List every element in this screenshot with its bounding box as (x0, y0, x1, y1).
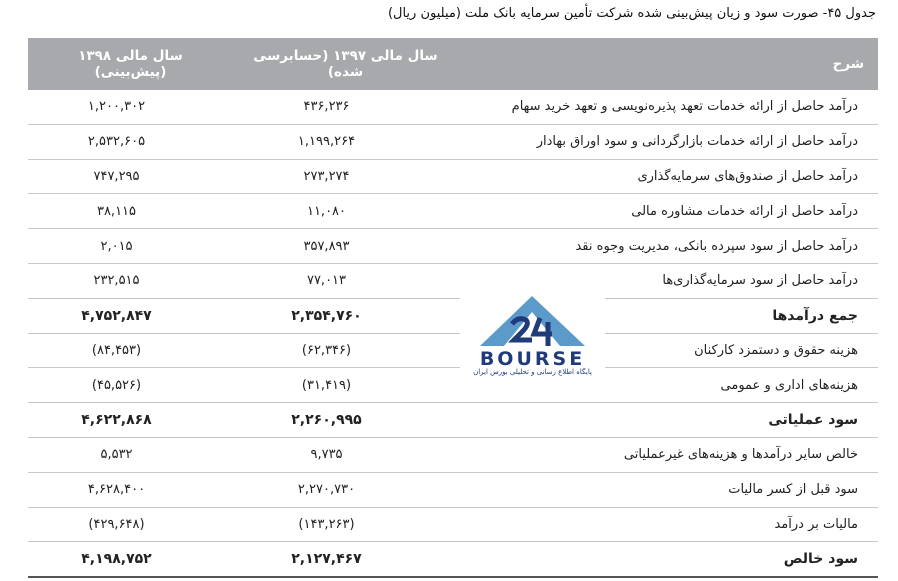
table-row (28, 437, 878, 472)
value-1397: (۶۲,۳۴۶) (233, 333, 458, 368)
value-1397: ۲,۲۶۰,۹۹۵ (233, 403, 458, 438)
value-1397: ۳۵۷,۸۹۳ (233, 229, 458, 264)
row-label: درآمد حاصل از صندوق‌های سرمایه‌گذاری (458, 159, 878, 194)
value-1398: ۴,۶۲۸,۴۰۰ (28, 472, 233, 507)
row-label: درآمد حاصل از ارائه خدمات تعهد پذیره‌نویسی و تعهد خرید سهام (458, 90, 878, 124)
value-1397: ۱۱,۰۸۰ (233, 194, 458, 229)
value-1397: ۲,۳۵۴,۷۶۰ (233, 298, 458, 333)
table-row (28, 298, 878, 333)
value-1397: ۹,۷۳۵ (233, 437, 458, 472)
table-row (28, 507, 878, 542)
row-label: سود قبل از کسر مالیات (458, 472, 878, 507)
table-row (28, 472, 878, 507)
row-label: جمع درآمدها (458, 298, 878, 333)
value-1397: ۴۳۶,۲۳۶ (233, 90, 458, 124)
value-1397: ۲,۲۷۰,۷۳۰ (233, 472, 458, 507)
value-1398: ۷۴۷,۲۹۵ (28, 159, 233, 194)
income-statement-table (28, 38, 878, 578)
table-row (28, 333, 878, 368)
value-1398: (۴۲۹,۶۴۸) (28, 507, 233, 542)
value-1398: (۴۵,۵۲۶) (28, 368, 233, 403)
value-1398: ۴,۱۹۸,۷۵۲ (28, 542, 233, 577)
bourse-watermark-logo (460, 288, 605, 380)
table-row (28, 90, 878, 124)
value-1398: ۲,۵۳۲,۶۰۵ (28, 124, 233, 159)
value-1398: ۲۳۲,۵۱۵ (28, 263, 233, 298)
table-row (28, 194, 878, 229)
value-1398: ۴,۷۵۲,۸۴۷ (28, 298, 233, 333)
value-1397: ۲۷۳,۲۷۴ (233, 159, 458, 194)
value-1397: (۳۱,۴۱۹) (233, 368, 458, 403)
table-row (28, 368, 878, 403)
table-row (28, 124, 878, 159)
table-caption: جدول ۴۵- صورت سود و زیان پیش‌بینی شده شرکت تأمین سرمایه بانک ملت (میلیون ریال) (387, 6, 876, 21)
row-label: هزینه‌های اداری و عمومی (458, 368, 878, 403)
row-label: سود عملیاتی (458, 403, 878, 438)
table-row (28, 159, 878, 194)
value-1398: ۳۸,۱۱۵ (28, 194, 233, 229)
value-1397: ۱,۱۹۹,۲۶۴ (233, 124, 458, 159)
value-1398: ۵,۵۳۲ (28, 437, 233, 472)
row-label: درآمد حاصل از ارائه خدمات بازارگردانی و سود اوراق بهادار (458, 124, 878, 159)
header-description: شرح (832, 56, 864, 72)
bourse-wordmark: BOURSE (479, 348, 586, 370)
table-row (28, 263, 878, 298)
table-row (28, 229, 878, 264)
value-1398: ۴,۶۲۲,۸۶۸ (28, 403, 233, 438)
table-row (28, 403, 878, 438)
value-1398: (۸۴,۴۵۳) (28, 333, 233, 368)
row-label: هزینه حقوق و دستمزد کارکنان (458, 333, 878, 368)
row-label: درآمد حاصل از سود سپرده بانکی، مدیریت وجوه نقد (458, 229, 878, 264)
header-year-1398: سال مالی ۱۳۹۸ (پیش‌بینی) (78, 48, 183, 80)
value-1397: ۷۷,۰۱۳ (233, 263, 458, 298)
table-row (28, 542, 878, 577)
header-row (28, 38, 878, 90)
bourse-mountain-icon (460, 288, 605, 350)
value-1397: ۲,۱۲۷,۴۶۷ (233, 542, 458, 577)
row-label: خالص سایر درآمدها و هزینه‌های غیرعملیاتی (458, 437, 878, 472)
value-1398: ۲,۰۱۵ (28, 229, 233, 264)
value-1398: ۱,۲۰۰,۳۰۲ (28, 90, 233, 124)
header-year-1397: سال مالی ۱۳۹۷ (حسابرسی شده) (253, 48, 438, 80)
row-label: درآمد حاصل از ارائه خدمات مشاوره مالی (458, 194, 878, 229)
row-label: سود خالص (458, 542, 878, 577)
row-label: درآمد حاصل از سود سرمایه‌گذاری‌ها (458, 263, 878, 298)
row-label: مالیات بر درآمد (458, 507, 878, 542)
bourse-tagline: پایگاه اطلاع رسانی و تحلیلی بورس ایران (473, 368, 592, 376)
value-1397: (۱۴۳,۲۶۳) (233, 507, 458, 542)
